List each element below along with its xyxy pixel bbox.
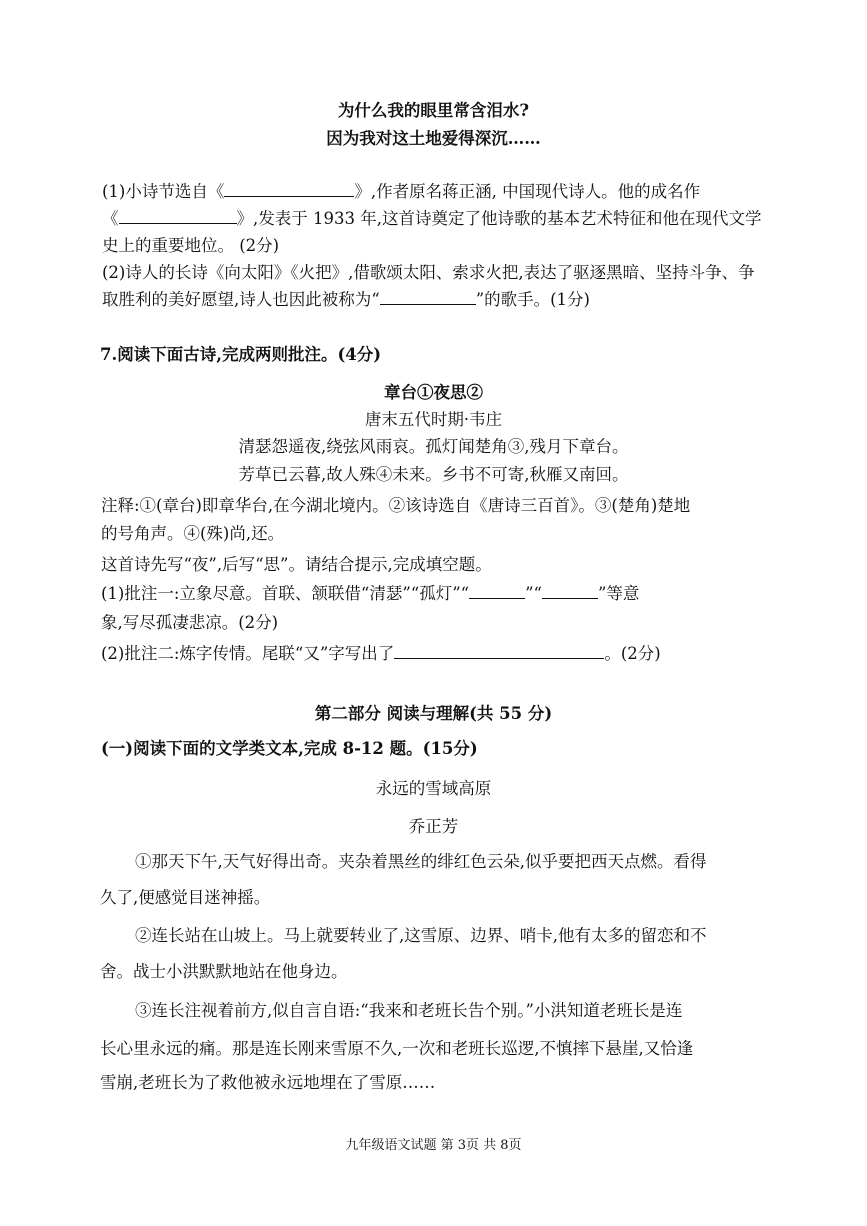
q7-part1-line2: 象,写尽孤凄悲凉。(2分) xyxy=(101,613,279,632)
q7-heading: 7.阅读下面古诗,完成两则批注。(4分) xyxy=(100,345,382,364)
story-para1-line1: ①那天下午,天气好得出奇。夹杂着黑丝的绯红色云朵,似乎要把西天点燃。看得 xyxy=(135,852,707,871)
poem-line-2: 因为我对这土地爱得深沉…… xyxy=(326,129,541,148)
annotation-line-2: 的号角声。④(殊)尚,还。 xyxy=(101,524,285,543)
story-para2-line1: ②连长站在山坡上。马上就要转业了,这雪原、边界、哨卡,他有太多的留恋和不 xyxy=(135,926,707,945)
story-author: 乔正芳 xyxy=(408,817,459,836)
answer-blank[interactable] xyxy=(119,209,237,224)
story-para3-line2: 长心里永远的痛。那是连长刚来雪原不久,一次和老班长巡逻,不慎摔下悬崖,又恰逢 xyxy=(100,1039,694,1058)
section1-heading: (一)阅读下面的文学类文本,完成 8-12 题。(15分) xyxy=(101,739,478,758)
poem-author: 唐末五代时期·韦庄 xyxy=(364,410,503,429)
q7-part2-line: (2)批注二:炼字传情。尾联“又”字写出了 。(2分) xyxy=(101,644,661,663)
story-para1-line2: 久了,便感觉目迷神摇。 xyxy=(100,888,271,907)
story-title: 永远的雪域高原 xyxy=(375,779,492,798)
q7-part1-line1: (1)批注一:立象尽意。首联、颔联借“清瑟”“孤灯”“ ”“ ”等意 xyxy=(101,584,640,603)
poem-title: 章台①夜思② xyxy=(384,383,483,402)
q7-instruction: 这首诗先写“夜”,后写“思”。请结合提示,完成填空题。 xyxy=(101,555,492,574)
part2-heading: 第二部分 阅读与理解(共 55 分) xyxy=(314,704,553,723)
q6-part1-line1: (1)小诗节选自《 》,作者原名蒋正涵, 中国现代诗人。他的成名作 xyxy=(102,182,701,201)
q6-part1-line3: 史上的重要地位。 (2分) xyxy=(102,236,280,255)
poem-line-1: 为什么我的眼里常含泪水? xyxy=(337,101,530,120)
q6-part2-line2: 取胜利的美好愿望,诗人也因此被称为“ ”的歌手。(1分) xyxy=(102,290,590,309)
q6-part1-line2: 《 》,发表于 1933 年,这首诗奠定了他诗歌的基本艺术特征和他在现代文学 xyxy=(102,209,762,228)
q6-part2-line1: (2)诗人的长诗《向太阳》《火把》,借歌颂太阳、索求火把,表达了驱逐黑暗、坚持斗争、争 xyxy=(102,263,755,282)
answer-blank[interactable] xyxy=(469,584,525,599)
annotation-line-1: 注释:①(章台)即章华台,在今湖北境内。②该诗选自《唐诗三百首》。③(楚角)楚地 xyxy=(101,496,691,515)
answer-blank[interactable] xyxy=(394,644,604,659)
story-para2-line2: 舍。战士小洪默默地站在他身边。 xyxy=(100,962,348,981)
poem-verse-2: 芳草已云暮,故人殊④未来。乡书不可寄,秋雁又南回。 xyxy=(238,465,629,484)
answer-blank[interactable] xyxy=(380,290,476,305)
story-para3-line3: 雪崩,老班长为了救他被永远地埋在了雪原…… xyxy=(100,1073,436,1092)
page-footer: 九年级语文试题 第 3页 共 8页 xyxy=(345,1138,522,1153)
answer-blank[interactable] xyxy=(224,182,354,197)
poem-verse-1: 清瑟怨遥夜,绕弦风雨哀。孤灯闻楚角③,残月下章台。 xyxy=(238,437,629,456)
story-para3-line1: ③连长注视着前方,似自言自语:“我来和老班长告个别。”小洪知道老班长是连 xyxy=(135,1001,683,1020)
answer-blank[interactable] xyxy=(542,584,598,599)
